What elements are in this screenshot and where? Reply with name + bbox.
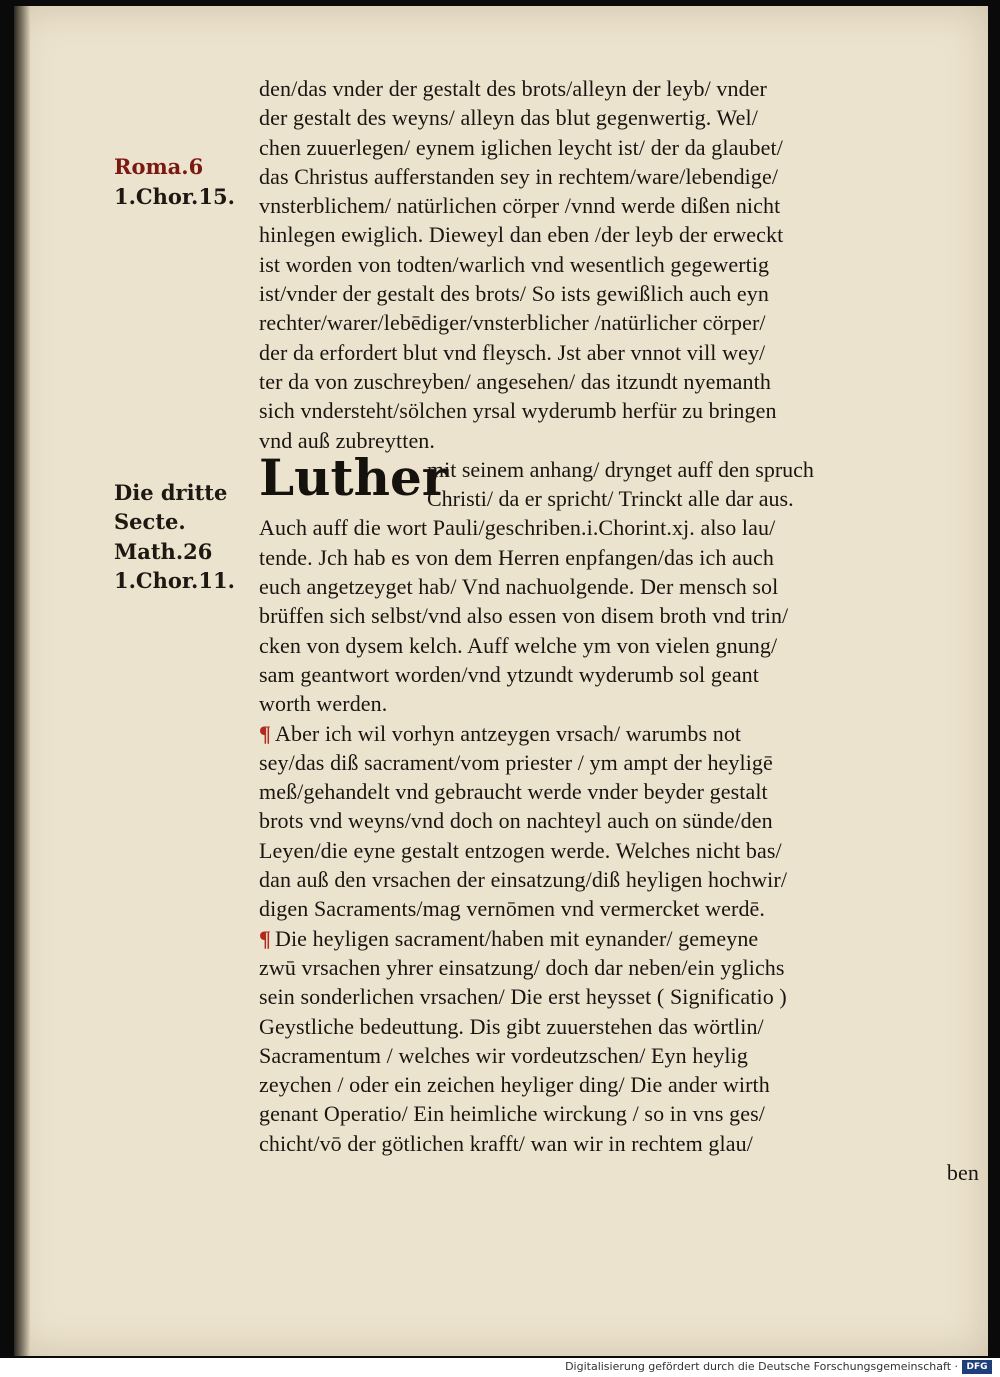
text-line: Geystliche bedeuttung. Dis gibt zuuerstehen das wörtlin/ [259, 1013, 764, 1039]
book-page [14, 6, 988, 1356]
text-line: digen Sacraments/mag vernōmen vnd vermercket werdē. [259, 896, 766, 922]
margin-note-chor15: 1.Chor.15. [114, 184, 235, 209]
text-line: vnd auß zubreytten. [259, 427, 436, 453]
text-line [259, 719, 979, 748]
text-line: zwū vrsachen yhrer einsatzung/ doch dar neben/ein yglichs [259, 954, 785, 980]
text-line: brots vnd weyns/vnd doch on nachteyl auch on sünde/den [259, 808, 773, 834]
text-line: der gestalt des weyns/ alleyn das blut gegenwertig. Wel/ [259, 105, 758, 131]
text-line: meß/gehandelt vnd gebraucht werde vnder beyder gestalt [259, 779, 768, 805]
text-line: rechter/warer/lebēdiger/vnsterblicher /natürlicher cörper/ [259, 310, 766, 336]
text-line: chicht/vō der götlichen krafft/ wan wir in rechtem glau/ [259, 1130, 753, 1156]
pilcrow-mark: ¶ [259, 925, 271, 951]
margin-note-roma: Roma.6 [114, 154, 204, 179]
dfg-logo: DFG [962, 1360, 992, 1374]
catchword: ben [946, 1159, 979, 1185]
margin-note-secte: Secte. [114, 509, 186, 534]
luther-heading-block [259, 447, 979, 514]
margin-note-chor11: 1.Chor.11. [114, 568, 235, 593]
text-line: den/das vnder der gestalt des brots/alleyn der leyb/ vnder [259, 76, 767, 101]
main-text-column [259, 74, 979, 1187]
luther-display-word: Luther [259, 447, 449, 507]
text-line: sich vndersteht/sölchen yrsal wyderumb herfür zu bringen [259, 398, 777, 424]
text-line: hinlegen ewiglich. Dieweyl dan eben /der leyb der erweckt [259, 222, 784, 248]
footer-bar [0, 1358, 1000, 1377]
text-line: worth werden. [259, 691, 388, 717]
text-line: Christi/ da er spricht/ Trinckt alle dar aus. [427, 486, 794, 512]
text-line: Leyen/die eyne gestalt entzogen werde. Welches nicht bas/ [259, 837, 782, 863]
text-line: ist worden von todten/warlich vnd wesentlich gegewertig [259, 251, 770, 277]
text-line [259, 924, 979, 953]
text-line: zeychen / oder ein zeichen heyliger ding/ Die ander wirth [259, 1072, 770, 1098]
text-line: brüffen sich selbst/vnd also essen von disem broth vnd trin/ [259, 603, 789, 629]
funding-credit: Digitalisierung gefördert durch die Deutsche Forschungsgemeinschaft · [565, 1360, 958, 1373]
margin-note-dritte: Die dritte [114, 480, 228, 505]
text-line-content: Aber ich wil vorhyn antzeygen vrsach/ warumbs not [274, 720, 742, 746]
text-line: sam geantwort worden/vnd ytzundt wyderumb sol geant [259, 661, 759, 687]
text-line-content: Die heyligen sacrament/haben mit eynander/ gemeyne [274, 925, 759, 951]
margin-note-math: Math.26 [114, 539, 213, 564]
text-line: mit seinem anhang/ drynget auff den spruch [427, 456, 814, 482]
text-line: cken von dysem kelch. Auff welche ym von vielen gnung/ [259, 632, 778, 658]
text-line: ter da von zuschreyben/ angesehen/ das itzundt nyemanth [259, 368, 771, 394]
text-line: chen zuuerlegen/ eynem iglichen leycht ist/ der da glaubet/ [259, 134, 783, 160]
text-line: vnsterblichem/ natürlichen cörper /vnnd werde dißen nicht [259, 193, 781, 219]
text-line: Sacramentum / welches wir vordeutzschen/ Eyn heylig [259, 1042, 748, 1068]
text-line: dan auß den vrsachen der einsatzung/diß heyligen hochwir/ [259, 867, 788, 893]
text-line: der da erfordert blut vnd fleysch. Jst aber vnnot vill wey/ [259, 339, 766, 365]
text-line: sey/das diß sacrament/vom priester / ym ampt der heyligē [259, 749, 773, 775]
text-line: tende. Jch hab es von dem Herren enpfangen/das ich auch [259, 544, 774, 570]
text-line: Auch auff die wort Pauli/geschriben.i.Chorint.xj. also lau/ [259, 515, 776, 541]
pilcrow-mark: ¶ [259, 720, 271, 746]
text-line: genant Operatio/ Ein heimliche wirckung / so in vns ges/ [259, 1101, 765, 1127]
text-line: ist/vnder der gestalt des brots/ So ists gewißlich auch eyn [259, 281, 769, 307]
text-line: das Christus aufferstanden sey in rechtem/ware/lebendige/ [259, 163, 779, 189]
text-line: sein sonderlichen vrsachen/ Die erst heysset ( Significatio ) [259, 984, 787, 1010]
text-line: euch angetzeyget hab/ Vnd nachuolgende. Der mensch sol [259, 574, 779, 600]
page-gutter [14, 6, 30, 1356]
